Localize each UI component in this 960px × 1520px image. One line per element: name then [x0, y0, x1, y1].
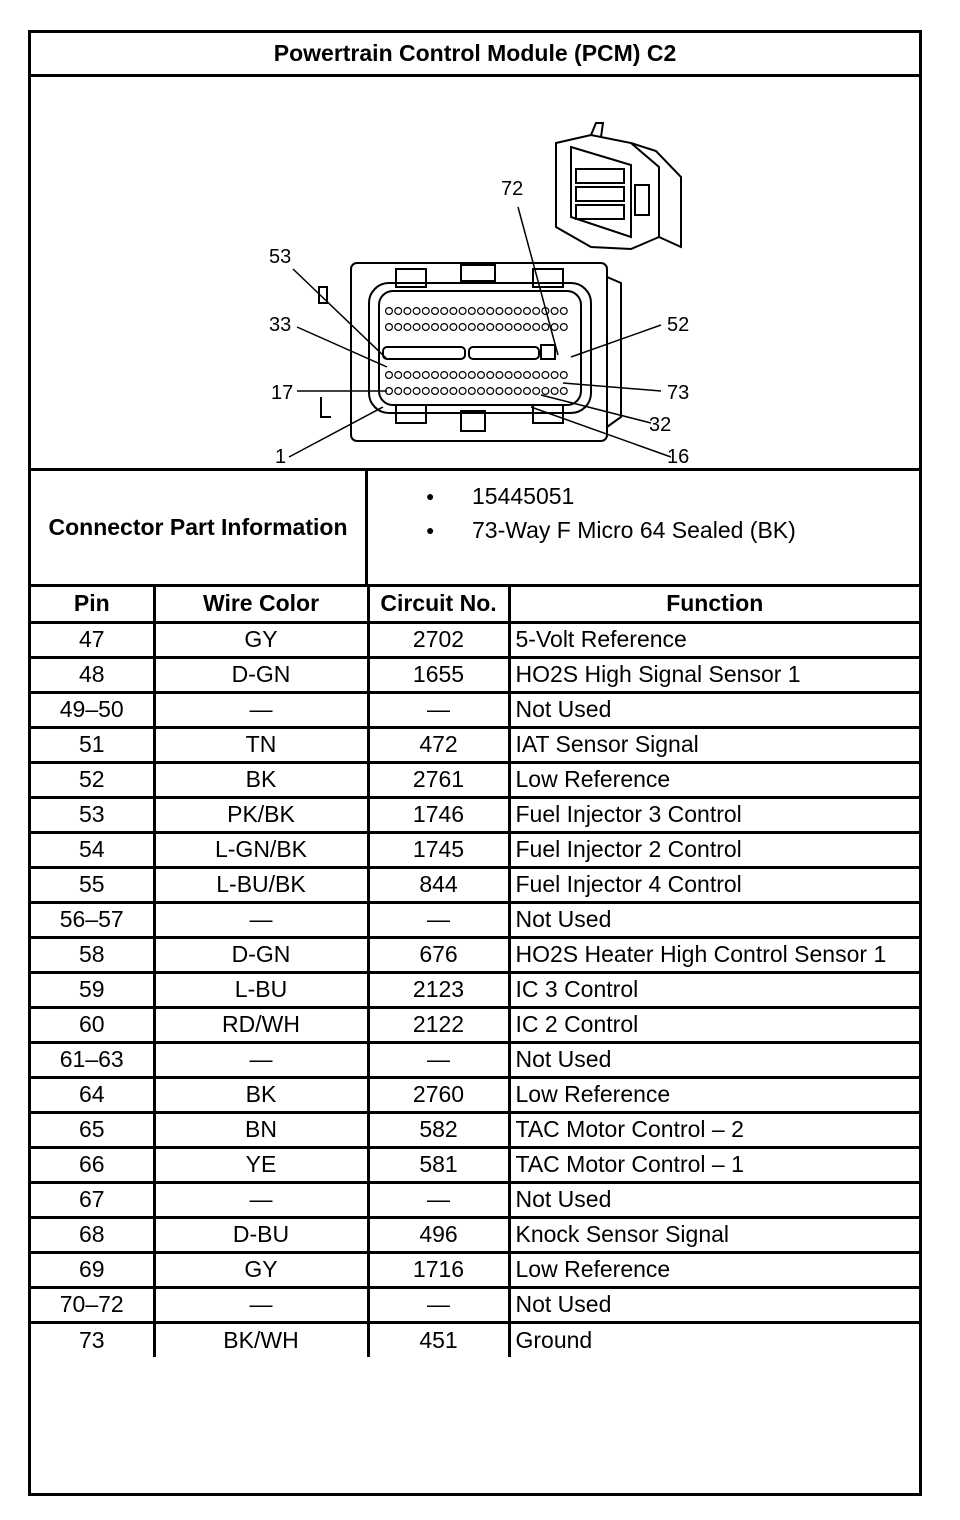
table-row	[31, 1112, 919, 1147]
pin-hole	[551, 372, 558, 379]
cell-circuit-no: —	[368, 1287, 509, 1322]
pin-hole	[404, 372, 411, 379]
pin-hole	[422, 308, 429, 315]
pin-hole	[551, 308, 558, 315]
pin-hole	[422, 324, 429, 331]
cell-function: HO2S Heater High Control Sensor 1	[509, 937, 919, 972]
pin-hole	[560, 308, 567, 315]
table-row	[31, 972, 919, 1007]
cell-pin: 56–57	[31, 902, 154, 937]
pin-hole	[505, 308, 512, 315]
pin-hole	[386, 308, 393, 315]
table-row	[31, 1042, 919, 1077]
pin-hole	[468, 308, 475, 315]
cell-wire-color: L-GN/BK	[154, 832, 368, 867]
table-row	[31, 762, 919, 797]
cell-pin: 67	[31, 1182, 154, 1217]
connector-drawing	[31, 77, 919, 468]
table-header-row	[31, 587, 919, 622]
cell-circuit-no: 2761	[368, 762, 509, 797]
pin-hole	[487, 324, 494, 331]
cell-pin: 65	[31, 1112, 154, 1147]
pin-hole	[395, 372, 402, 379]
pin-hole	[441, 388, 448, 395]
cell-function: Fuel Injector 3 Control	[509, 797, 919, 832]
pin-hole	[505, 388, 512, 395]
cell-pin: 58	[31, 937, 154, 972]
cell-wire-color: —	[154, 1182, 368, 1217]
table-row	[31, 1322, 919, 1357]
pin-hole	[524, 372, 531, 379]
pin-label-72: 72	[501, 178, 524, 200]
cell-pin: 68	[31, 1217, 154, 1252]
cell-function: Knock Sensor Signal	[509, 1217, 919, 1252]
pin-hole	[450, 308, 457, 315]
connector-description: ● 73-Way F Micro 64 Sealed (BK)	[426, 513, 796, 547]
pin-label-1: 1	[275, 446, 287, 468]
cell-wire-color: BK	[154, 762, 368, 797]
table-row	[31, 1077, 919, 1112]
cell-circuit-no: 472	[368, 727, 509, 762]
pin-hole	[487, 308, 494, 315]
pin-hole	[386, 372, 393, 379]
cell-circuit-no: 451	[368, 1322, 509, 1357]
cell-circuit-no: 2122	[368, 1007, 509, 1042]
cell-function: Ground	[509, 1322, 919, 1357]
pin-label-33: 33	[269, 314, 292, 336]
cell-pin: 59	[31, 972, 154, 1007]
connector-diagram	[31, 77, 919, 471]
connector-part-info	[31, 471, 919, 587]
cell-wire-color: —	[154, 692, 368, 727]
pin-hole	[450, 388, 457, 395]
pin-hole	[478, 308, 485, 315]
cell-pin: 47	[31, 622, 154, 657]
cell-wire-color: D-BU	[154, 1217, 368, 1252]
cell-pin: 53	[31, 797, 154, 832]
pin-hole	[395, 324, 402, 331]
pin-hole	[496, 324, 503, 331]
cell-wire-color: TN	[154, 727, 368, 762]
pin-hole	[468, 324, 475, 331]
cell-wire-color: YE	[154, 1147, 368, 1182]
part-number: ● 15445051	[426, 479, 796, 513]
cell-circuit-no: —	[368, 692, 509, 727]
pin-hole	[422, 388, 429, 395]
cell-wire-color: BN	[154, 1112, 368, 1147]
cell-pin: 70–72	[31, 1287, 154, 1322]
cell-function: IAT Sensor Signal	[509, 727, 919, 762]
pin-hole	[514, 324, 521, 331]
pin-hole	[496, 372, 503, 379]
pin-hole	[542, 372, 549, 379]
pin-hole	[533, 324, 540, 331]
pin-hole	[395, 388, 402, 395]
cell-wire-color: L-BU	[154, 972, 368, 1007]
cell-circuit-no: 1716	[368, 1252, 509, 1287]
pin-hole	[459, 324, 466, 331]
cell-function: Not Used	[509, 1042, 919, 1077]
pin-hole	[413, 324, 420, 331]
cell-function: HO2S High Signal Sensor 1	[509, 657, 919, 692]
pin-hole	[441, 324, 448, 331]
pin-hole	[496, 388, 503, 395]
cell-wire-color: D-GN	[154, 937, 368, 972]
cell-circuit-no: 581	[368, 1147, 509, 1182]
cell-pin: 49–50	[31, 692, 154, 727]
cell-pin: 55	[31, 867, 154, 902]
cell-pin: 66	[31, 1147, 154, 1182]
cell-function: Not Used	[509, 902, 919, 937]
pin-hole	[514, 372, 521, 379]
leader-lines	[289, 207, 671, 457]
pin-hole	[533, 308, 540, 315]
pin-hole	[422, 372, 429, 379]
table-row	[31, 902, 919, 937]
pin-hole	[478, 372, 485, 379]
cell-circuit-no: —	[368, 1182, 509, 1217]
cell-wire-color: D-GN	[154, 657, 368, 692]
cell-function: Fuel Injector 4 Control	[509, 867, 919, 902]
cell-pin: 61–63	[31, 1042, 154, 1077]
cell-circuit-no: 676	[368, 937, 509, 972]
cell-circuit-no: 1745	[368, 832, 509, 867]
pin-hole	[413, 372, 420, 379]
cell-circuit-no: 582	[368, 1112, 509, 1147]
pin-hole	[478, 388, 485, 395]
pin-hole	[459, 388, 466, 395]
table-row	[31, 797, 919, 832]
cell-pin: 48	[31, 657, 154, 692]
connector-sheet	[28, 30, 922, 1496]
cell-pin: 54	[31, 832, 154, 867]
cell-circuit-no: —	[368, 1042, 509, 1077]
cell-circuit-no: 2760	[368, 1077, 509, 1112]
connector-3d-view	[556, 123, 681, 249]
pin-label-52: 52	[667, 314, 690, 336]
cell-function: IC 3 Control	[509, 972, 919, 1007]
pin-hole	[441, 308, 448, 315]
header-pin: Pin	[31, 587, 154, 622]
pin-hole	[560, 388, 567, 395]
cell-circuit-no: 1655	[368, 657, 509, 692]
pin-hole	[404, 308, 411, 315]
cell-pin: 52	[31, 762, 154, 797]
pin-hole	[514, 308, 521, 315]
table-row	[31, 1217, 919, 1252]
table-row	[31, 657, 919, 692]
pin-hole	[524, 324, 531, 331]
cell-wire-color: RD/WH	[154, 1007, 368, 1042]
pin-hole	[496, 308, 503, 315]
cell-function: Not Used	[509, 692, 919, 727]
cell-wire-color: BK/WH	[154, 1322, 368, 1357]
pin-hole	[560, 324, 567, 331]
pinout-table	[31, 587, 919, 1357]
cell-function: 5-Volt Reference	[509, 622, 919, 657]
cell-pin: 69	[31, 1252, 154, 1287]
cell-wire-color: —	[154, 1287, 368, 1322]
header-function: Function	[509, 587, 919, 622]
pin-hole	[432, 388, 439, 395]
pin-hole	[432, 372, 439, 379]
pin-hole	[505, 372, 512, 379]
cell-function: Fuel Injector 2 Control	[509, 832, 919, 867]
cell-circuit-no: 2123	[368, 972, 509, 1007]
cell-function: Not Used	[509, 1287, 919, 1322]
pin-hole	[533, 388, 540, 395]
cell-function: Low Reference	[509, 1077, 919, 1112]
cell-wire-color: PK/BK	[154, 797, 368, 832]
pin-hole	[487, 372, 494, 379]
pin-hole	[404, 388, 411, 395]
pin-hole	[450, 324, 457, 331]
table-row	[31, 1147, 919, 1182]
cell-wire-color: GY	[154, 622, 368, 657]
pin-label-53: 53	[269, 246, 292, 268]
pin-hole	[514, 388, 521, 395]
pin-hole	[413, 308, 420, 315]
part-info-list	[368, 471, 796, 584]
pin-hole	[542, 388, 549, 395]
cell-function: Not Used	[509, 1182, 919, 1217]
cell-pin: 60	[31, 1007, 154, 1042]
cell-circuit-no: 496	[368, 1217, 509, 1252]
cell-wire-color: GY	[154, 1252, 368, 1287]
cell-circuit-no: —	[368, 902, 509, 937]
pin-hole	[560, 372, 567, 379]
part-info-label: Connector Part Information	[31, 471, 368, 584]
pin-hole	[459, 308, 466, 315]
pin-hole	[551, 388, 558, 395]
table-row	[31, 937, 919, 972]
cell-circuit-no: 1746	[368, 797, 509, 832]
table-row	[31, 1252, 919, 1287]
pin-hole	[450, 372, 457, 379]
pin-label-16: 16	[667, 446, 690, 468]
pin-hole	[432, 324, 439, 331]
pin-hole	[478, 324, 485, 331]
table-row	[31, 622, 919, 657]
table-row	[31, 1287, 919, 1322]
table-row	[31, 1007, 919, 1042]
cell-pin: 73	[31, 1322, 154, 1357]
header-wire-color: Wire Color	[154, 587, 368, 622]
pin-hole	[395, 308, 402, 315]
pin-hole	[468, 388, 475, 395]
pin-hole	[432, 308, 439, 315]
pin-label-32: 32	[649, 414, 672, 436]
table-row	[31, 832, 919, 867]
pin-hole	[459, 372, 466, 379]
pin-hole	[505, 324, 512, 331]
connector-face	[319, 263, 621, 441]
cell-circuit-no: 2702	[368, 622, 509, 657]
header-circuit-no: Circuit No.	[368, 587, 509, 622]
cell-pin: 51	[31, 727, 154, 762]
pin-hole	[533, 372, 540, 379]
page-title: Powertrain Control Module (PCM) C2	[31, 33, 919, 77]
cell-circuit-no: 844	[368, 867, 509, 902]
pin-hole	[413, 388, 420, 395]
pin-hole	[404, 324, 411, 331]
pin-hole	[441, 372, 448, 379]
table-row	[31, 727, 919, 762]
cell-wire-color: —	[154, 1042, 368, 1077]
pin-hole	[524, 308, 531, 315]
pin-hole	[551, 324, 558, 331]
cell-wire-color: —	[154, 902, 368, 937]
cell-function: TAC Motor Control – 1	[509, 1147, 919, 1182]
table-row	[31, 692, 919, 727]
pin-label-17: 17	[271, 382, 294, 404]
table-row	[31, 1182, 919, 1217]
pin-hole	[487, 388, 494, 395]
pin-hole	[468, 372, 475, 379]
cell-wire-color: L-BU/BK	[154, 867, 368, 902]
cell-function: Low Reference	[509, 762, 919, 797]
pin-hole	[386, 324, 393, 331]
cell-pin: 64	[31, 1077, 154, 1112]
cell-function: IC 2 Control	[509, 1007, 919, 1042]
pin-hole	[524, 388, 531, 395]
table-row	[31, 867, 919, 902]
cell-function: Low Reference	[509, 1252, 919, 1287]
cell-function: TAC Motor Control – 2	[509, 1112, 919, 1147]
cell-wire-color: BK	[154, 1077, 368, 1112]
pin-hole	[542, 324, 549, 331]
pin-label-73: 73	[667, 382, 690, 404]
